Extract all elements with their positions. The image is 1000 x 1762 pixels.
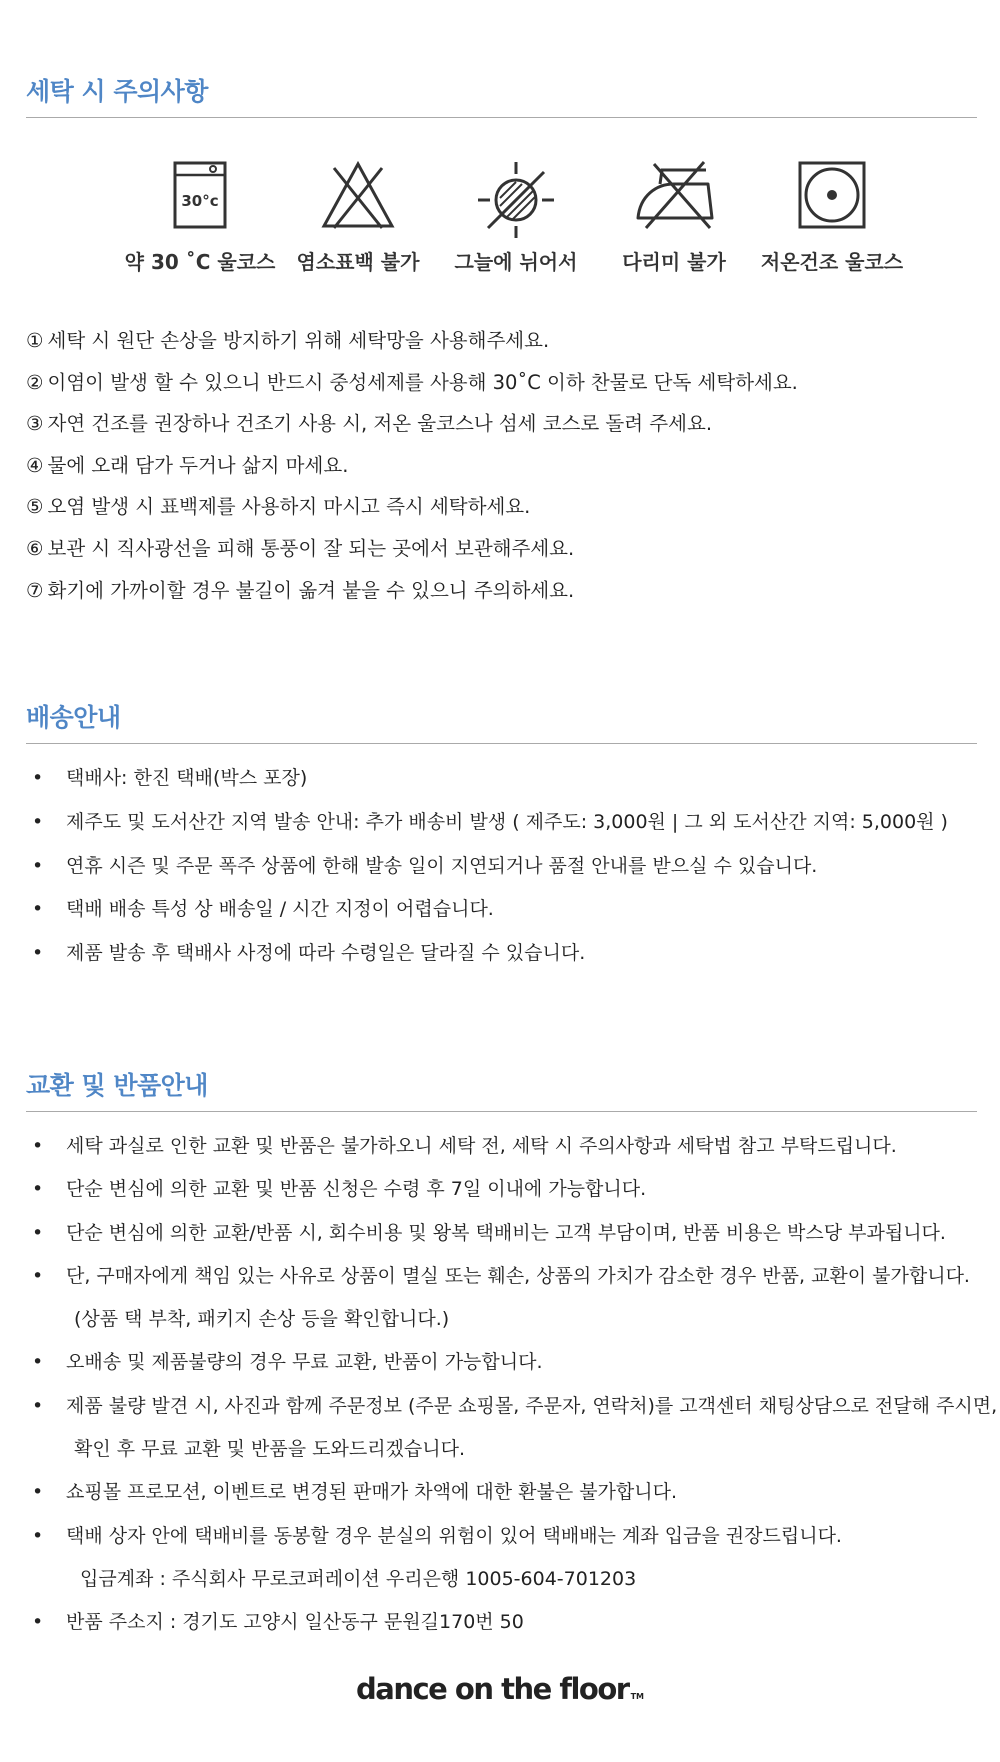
list-item-text: 택배 상자 안에 택배비를 동봉할 경우 분실의 위험이 있어 택배배는 계좌 입금을 권장드립니다. (66, 1524, 842, 1547)
list-item-text: 단, 구매자에게 책임 있는 사유로 상품이 멸실 또는 훼손, 상품의 가치가 감소한 경우 반품, 교환이 불가합니다. (66, 1264, 970, 1287)
bullet: • (32, 1611, 44, 1634)
list-item (26, 1385, 996, 1428)
bullet: • (32, 854, 44, 877)
care-note (26, 570, 986, 612)
care-note (26, 528, 986, 570)
care-notes-list (26, 320, 986, 611)
list-item-continuation (26, 1428, 996, 1471)
note-text: 자연 건조를 권장하나 건조기 사용 시, 저온 울코스나 섬세 코스로 돌려 주세요. (47, 412, 713, 436)
wash-temp-text: 30°c (181, 192, 219, 210)
list-item-continuation (26, 1558, 996, 1601)
note-number: ⑥ (26, 536, 44, 560)
care-icon-item (594, 160, 754, 275)
shipping-list (26, 757, 996, 976)
care-icon-item (436, 160, 596, 275)
care-icons-row (0, 160, 1000, 300)
list-item (26, 801, 996, 845)
bullet: • (32, 942, 44, 964)
divider (26, 1111, 977, 1112)
care-icon-item (278, 160, 438, 275)
list-item-text: 제품 발송 후 택배사 사정에 따라 수령일은 달라질 수 있습니다. (66, 942, 586, 964)
note-number: ① (26, 329, 44, 352)
no-bleach-icon (320, 160, 396, 230)
care-note (26, 320, 986, 362)
note-number: ② (26, 370, 44, 394)
list-item-text: 쇼핑몰 프로모션, 이벤트로 변경된 판매가 차액에 대한 환불은 불가합니다. (66, 1481, 678, 1504)
list-item (26, 845, 996, 889)
care-icon-item (120, 160, 280, 275)
note-number: ⑤ (26, 495, 44, 519)
bullet: • (32, 1524, 44, 1547)
list-item (26, 1212, 996, 1255)
list-item (26, 1515, 996, 1558)
list-item-text: (상품 택 부착, 패키지 손상 등을 확인합니다.) (74, 1308, 450, 1331)
list-item-text: 반품 주소지 : 경기도 고양시 일산동구 문원길170번 50 (66, 1611, 524, 1634)
list-item-text: 확인 후 무료 교환 및 반품을 도와드리겠습니다. (74, 1438, 466, 1461)
list-item-text: 제주도 및 도서산간 지역 발송 안내: 추가 배송비 발생 ( 제주도: 3,000원 | 그 외 도서산간 지역: 5,000원 ) (66, 810, 948, 833)
returns-list (26, 1125, 996, 1645)
returns-section-title: 교환 및 반품안내 (26, 1071, 208, 1100)
list-item-text: 제품 불량 발견 시, 사진과 함께 주문정보 (주문 쇼핑몰, 주문자, 연락처)를 고객센터 채팅상담으로 전달해 주시면, (66, 1394, 998, 1417)
list-item (26, 1601, 996, 1644)
bullet: • (32, 1178, 44, 1201)
note-number: ④ (26, 453, 44, 477)
bullet: • (32, 1394, 44, 1417)
note-text: 보관 시 직사광선을 피해 통풍이 잘 되는 곳에서 보관해주세요. (47, 536, 575, 560)
note-text: 이염이 발생 할 수 있으니 반드시 중성세제를 사용해 30˚C 이하 찬물로 단독 세탁하세요. (47, 370, 798, 394)
list-item (26, 757, 996, 801)
note-number: ③ (26, 412, 44, 436)
note-number: ⑦ (26, 578, 44, 602)
divider (26, 117, 977, 118)
bullet: • (32, 1221, 44, 1244)
care-icon-label: 저온건조 울코스 (760, 250, 904, 274)
shipping-section-title: 배송안내 (26, 703, 121, 732)
care-icon-item (752, 160, 912, 275)
dry-in-shade-icon (476, 160, 556, 240)
note-text: 물에 오래 담가 두거나 삶지 마세요. (47, 453, 349, 477)
list-item (26, 1471, 996, 1514)
bullet: • (32, 810, 44, 833)
list-item (26, 1168, 996, 1211)
list-item-text: 단순 변심에 의한 교환/반품 시, 회수비용 및 왕복 택배비는 고객 부담이며, 반품 비용은 박스당 부과됩니다. (66, 1221, 946, 1244)
list-item (26, 888, 996, 932)
list-item-text: 세탁 과실로 인한 교환 및 반품은 불가하오니 세탁 전, 세탁 시 주의사항과 세탁법 참고 부탁드립니다. (66, 1135, 897, 1157)
bullet: • (32, 1135, 44, 1157)
list-item-text: 연휴 시즌 및 주문 폭주 상품에 한해 발송 일이 지연되거나 품절 안내를 받으실 수 있습니다. (66, 854, 818, 877)
brand-logo (0, 1672, 1000, 1706)
bullet: • (32, 767, 44, 789)
bullet: • (32, 1481, 44, 1504)
care-icon-label: 염소표백 불가 (296, 250, 420, 274)
bullet: • (32, 1264, 44, 1287)
list-item (26, 932, 996, 976)
tumble-dry-low-icon (797, 160, 867, 230)
note-text: 세탁 시 원단 손상을 방지하기 위해 세탁망을 사용해주세요. (47, 329, 550, 352)
brand-logo-text: dance on the floor (356, 1672, 629, 1706)
wash-30-icon (172, 160, 228, 230)
care-note (26, 403, 986, 445)
care-note (26, 445, 986, 487)
care-icon-label: 그늘에 뉘어서 (454, 250, 578, 274)
bank-account-text: 입금계좌 : 주식회사 무로코퍼레이션 우리은행 1005-604-701203 (80, 1567, 637, 1590)
note-text: 화기에 가까이할 경우 불길이 옮겨 붙을 수 있으니 주의하세요. (47, 578, 575, 602)
list-item (26, 1341, 996, 1384)
list-item-text: 단순 변심에 의한 교환 및 반품 신청은 수령 후 7일 이내에 가능합니다. (66, 1178, 647, 1201)
care-note (26, 362, 986, 404)
care-note (26, 486, 986, 528)
list-item (26, 1125, 996, 1168)
note-text: 오염 발생 시 표백제를 사용하지 마시고 즉시 세탁하세요. (47, 495, 531, 519)
list-item (26, 1255, 996, 1298)
divider (26, 743, 977, 744)
list-item-text: 오배송 및 제품불량의 경우 무료 교환, 반품이 가능합니다. (66, 1351, 543, 1374)
trademark-mark: TM (630, 1692, 644, 1701)
list-item-text: 택배사: 한진 택배(박스 포장) (66, 767, 308, 789)
bullet: • (32, 898, 44, 921)
list-item-text: 택배 배송 특성 상 배송일 / 시간 지정이 어렵습니다. (66, 898, 494, 921)
bullet: • (32, 1351, 44, 1374)
list-item-continuation (26, 1298, 996, 1341)
no-iron-icon (632, 160, 716, 230)
care-icon-label: 다리미 불가 (622, 250, 726, 274)
care-icon-label: 약 30 ˚C 울코스 (124, 250, 276, 274)
care-section-title: 세탁 시 주의사항 (26, 77, 208, 106)
